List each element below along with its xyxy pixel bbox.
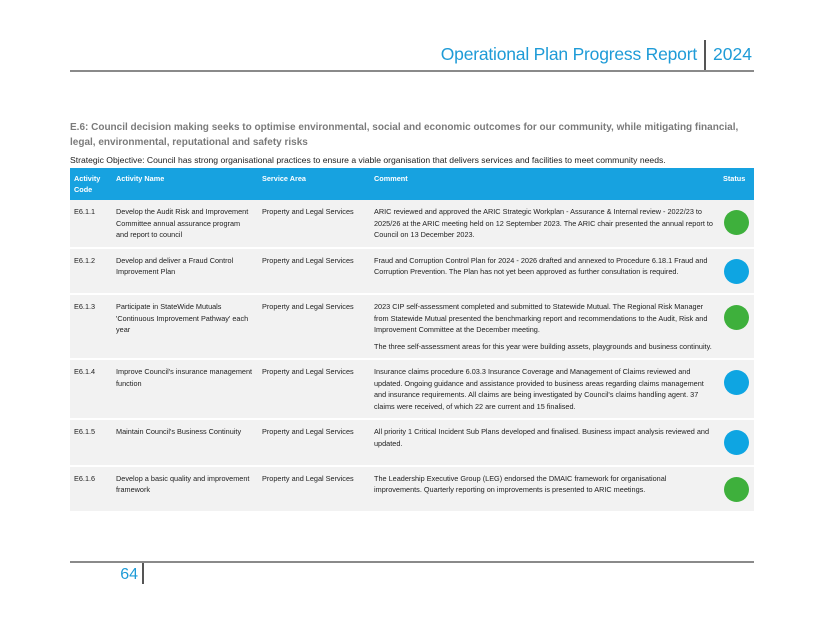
status-indicator-icon xyxy=(724,477,749,502)
column-header-name: Activity Name xyxy=(112,168,258,200)
status-indicator-icon xyxy=(724,430,749,455)
column-header-service: Service Area xyxy=(258,168,370,200)
table-row xyxy=(70,419,754,466)
activity-name-cell: Maintain Council's Business Continuity xyxy=(112,419,258,466)
status-cell xyxy=(719,248,754,295)
activity-code-cell: E6.1.2 xyxy=(70,248,112,295)
comment-cell xyxy=(370,200,719,248)
report-title: Operational Plan Progress Report xyxy=(440,44,697,64)
activity-name-cell: Develop the Audit Risk and Improvement Committee annual assurance program and report to council xyxy=(112,200,258,248)
status-cell xyxy=(719,200,754,248)
comment-paragraph: The three self-assessment areas for this year were building assets, playgrounds and business continuity. xyxy=(374,341,712,351)
comment-paragraph: The Leadership Executive Group (LEG) endorsed the DMAIC framework for organisational improvements. Quarterly reporting on improvements is presented to ARIC meetings. xyxy=(374,473,667,494)
activity-table xyxy=(70,168,754,513)
status-indicator-icon xyxy=(724,259,749,284)
page-number: 64 xyxy=(120,566,138,583)
comment-cell xyxy=(370,419,719,466)
status-indicator-icon xyxy=(724,210,749,235)
service-area-cell: Property and Legal Services xyxy=(258,419,370,466)
activity-name-cell: Develop a basic quality and improvement framework xyxy=(112,466,258,513)
service-area-cell: Property and Legal Services xyxy=(258,248,370,295)
section-heading: E.6: Council decision making seeks to optimise environmental, social and economic outcomes for our community, while mitigating financial, legal, environmental, reputational and safety risks xyxy=(70,122,739,148)
service-area-cell: Property and Legal Services xyxy=(258,294,370,359)
column-header-code: Activity Code xyxy=(70,168,112,200)
column-header-comment: Comment xyxy=(370,168,719,200)
comment-cell xyxy=(370,359,719,419)
comment-cell xyxy=(370,466,719,513)
table-row xyxy=(70,466,754,513)
comment-cell xyxy=(370,294,719,359)
strategic-objective: Strategic Objective: Council has strong organisational practices to ensure a viable organisation that delivers services and facilities to meet community needs. xyxy=(70,155,666,165)
status-indicator-icon xyxy=(724,305,749,330)
status-cell xyxy=(719,466,754,513)
activity-code-cell: E6.1.6 xyxy=(70,466,112,513)
status-indicator-icon xyxy=(724,370,749,395)
activity-name-cell: Participate in StateWide Mutuals 'Continuous Improvement Pathway' each year xyxy=(112,294,258,359)
comment-paragraph: Insurance claims procedure 6.03.3 Insurance Coverage and Management of Claims reviewed and updated. Ongoing guidance and assistance provided to business areas regarding claims management and insurance requirements. All claims are being investigated by Council's claims handling agent. 37 claims were received, of which 22 are current and 15 finalised. xyxy=(374,367,704,411)
table-row xyxy=(70,200,754,248)
comment-paragraph: ARIC reviewed and approved the ARIC Strategic Workplan - Assurance & Internal review - 2022/23 to 2025/26 at the ARIC meeting held on 12 September 2023. The ARIC chair presented the annual report to Council on 13 December 2023. xyxy=(374,207,713,239)
activity-code-cell: E6.1.5 xyxy=(70,419,112,466)
table-header-row xyxy=(70,168,754,200)
service-area-cell: Property and Legal Services xyxy=(258,466,370,513)
header-separator xyxy=(704,40,706,70)
status-cell xyxy=(719,419,754,466)
report-year: 2024 xyxy=(713,44,752,64)
table-row xyxy=(70,248,754,295)
comment-paragraph: All priority 1 Critical Incident Sub Plans developed and finalised. Business impact analysis reviewed and updated. xyxy=(374,427,710,448)
activity-code-cell: E6.1.1 xyxy=(70,200,112,248)
column-header-status: Status xyxy=(719,168,754,200)
status-cell xyxy=(719,294,754,359)
service-area-cell: Property and Legal Services xyxy=(258,200,370,248)
table-row xyxy=(70,359,754,419)
activity-code-cell: E6.1.4 xyxy=(70,359,112,419)
comment-paragraph: Fraud and Corruption Control Plan for 2024 - 2026 drafted and annexed to Procedure 6.18.1 Fraud and Corruption Prevention. The Plan has not yet been approved as further consultation is required. xyxy=(374,255,708,276)
activity-name-cell: Improve Council's insurance management function xyxy=(112,359,258,419)
comment-paragraph: 2023 CIP self-assessment completed and submitted to Statewide Mutual. The Regional Risk Manager from Statewide Mutual presented the benchmarking report and recommendations to the Audit, Risk and Improvement Committee at the December meeting. xyxy=(374,302,708,334)
activity-name-cell: Develop and deliver a Fraud Control Improvement Plan xyxy=(112,248,258,295)
service-area-cell: Property and Legal Services xyxy=(258,359,370,419)
header-rule xyxy=(70,70,754,72)
comment-cell xyxy=(370,248,719,295)
status-cell xyxy=(719,359,754,419)
activity-code-cell: E6.1.3 xyxy=(70,294,112,359)
footer-separator xyxy=(142,563,144,584)
table-row xyxy=(70,294,754,359)
footer-rule xyxy=(70,561,754,563)
